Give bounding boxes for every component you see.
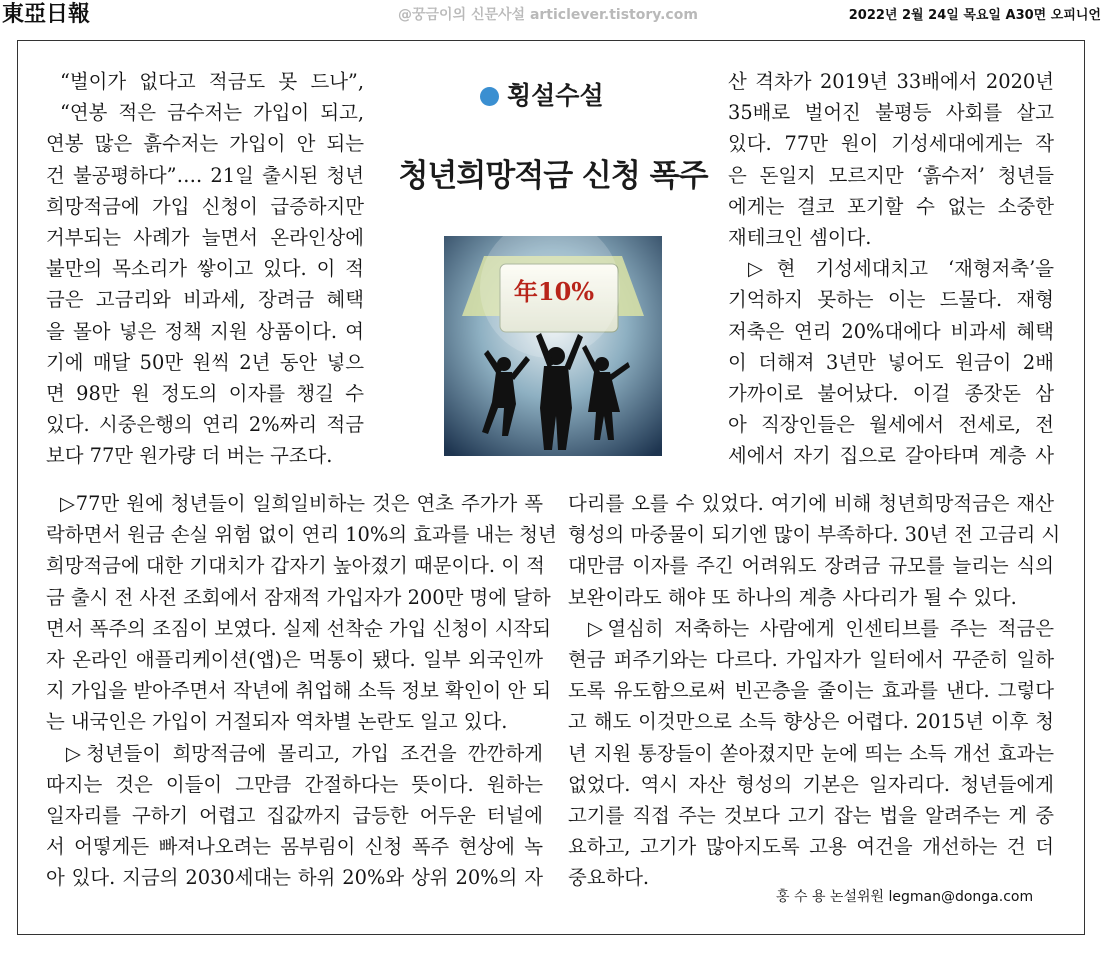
- text-line: 재테크인 셈이다.: [728, 226, 872, 250]
- watermark-text: @꿍금이의 신문사설 articlever.tistory.com: [398, 7, 698, 23]
- text-line: 년 지원 통장들이 쏟아졌지만 눈에 띄는 소득 개선 효과는: [568, 741, 1054, 765]
- text-line: 산 격차가 2019년 33배에서 2020년: [728, 70, 1054, 93]
- text-line: 은 돈일지 모르지만 ‘흙수저’ 청년들: [728, 163, 1054, 187]
- text-line: 따지는 것은 이들이 그만큼 간절하다는 뜻이다. 원하는: [46, 772, 543, 796]
- text-line: 보완이라도 해야 또 하나의 계층 사다리가 될 수 있다.: [568, 585, 1017, 609]
- text-line: 도록 유도함으로써 빈곤층을 줄이는 효과를 낸다. 그렇다: [568, 679, 1054, 703]
- text-line: 기에 매달 50만 원씩 2년 동안 넣으: [46, 350, 364, 374]
- text-line: ▷청년들이 희망적금에 몰리고, 가입 조건을 깐깐하게: [66, 741, 543, 765]
- text-line: 있다. 77만 원이 기성세대에게는 작: [728, 132, 1054, 156]
- text-line: 35배로 벌어진 불평등 사회를 살고: [728, 101, 1054, 125]
- text-line: 없었다. 역시 자산 형성의 기본은 일자리다. 청년들에게: [568, 772, 1054, 796]
- section-name: 횡설수설: [507, 81, 604, 110]
- text-line: ▷현 기성세대치고 ‘재형저축’을: [748, 257, 1054, 281]
- text-line: 고기를 직접 주는 것보다 고기 잡는 법을 알려주는 게 중: [568, 804, 1054, 828]
- text-line: 이 더해져 3년만 넣어도 원금이 2배: [728, 350, 1054, 374]
- text-line: 자 온라인 애플리케이션(앱)은 먹통이 됐다. 일부 외국인까: [46, 648, 543, 672]
- text-line: ▷열심히 저축하는 사람에게 인센티브를 주는 적금은: [588, 616, 1054, 640]
- text-line: 는 내국인은 가입이 거절되자 역차별 논란도 일고 있다.: [46, 710, 508, 734]
- rate-label: 年10%: [513, 277, 595, 306]
- text-line: 중요하다.: [568, 866, 650, 890]
- body-column-right-wide: [568, 488, 1061, 894]
- text-line: 요하고, 고기가 많아지도록 고용 여건을 개선하는 건 더: [568, 835, 1054, 859]
- text-line: 고 해도 이것만으로 소득 향상은 어렵다. 2015년 이후 청: [568, 710, 1054, 734]
- text-line: 보다 77만 원가량 더 버는 구조다.: [46, 444, 333, 468]
- text-line: 있다. 시중은행의 연리 2%짜리 적금: [46, 413, 364, 437]
- body-column-left: [46, 66, 364, 472]
- body-column-right: [728, 66, 1054, 472]
- text-line: 아 있다. 지금의 2030세대는 하위 20%와 상위 20%의 자: [46, 866, 543, 890]
- text-line: 대만큼 이자를 주긴 어려워도 장려금 규모를 늘리는 식의: [568, 554, 1054, 578]
- text-line: 기억하지 못하는 이는 드물다. 재형: [728, 288, 1054, 312]
- text-line: 에게는 결코 포기할 수 없는 소중한: [728, 194, 1054, 218]
- text-line: 일자리를 구하기 어렵고 집값까지 급등한 어두운 터널에: [46, 804, 543, 828]
- text-line: 지 가입을 받아주면서 작년에 취업해 소득 정보 확인이 안 되: [46, 679, 552, 703]
- text-line: 가까이로 불어났다. 이걸 종잣돈 삼: [728, 382, 1054, 406]
- text-line: “연봉 적은 금수저는 가입이 되고,: [60, 101, 364, 125]
- text-line: ▷77만 원에 청년들이 일희일비하는 것은 연초 주가가 폭: [60, 492, 543, 515]
- text-line: 희망적금에 가입 신청이 급증하지만: [46, 194, 364, 218]
- blue-dot-icon: [480, 87, 499, 106]
- section-label: [480, 76, 604, 112]
- text-line: 금은 고금리와 비과세, 장려금 혜택: [46, 288, 364, 312]
- headline: 청년희망적금 신청 폭주: [398, 158, 708, 194]
- text-line: 면서 폭주의 조짐이 보였다. 실제 선착순 가입 신청이 시작되: [46, 616, 552, 640]
- text-line: 현금 퍼주기와는 다르다. 가입자가 일터에서 꾸준히 일하: [568, 648, 1054, 672]
- text-line: 락하면서 원금 손실 위험 없이 연리 10%의 효과를 내는 청년: [46, 523, 557, 547]
- text-line: 세에서 자기 집으로 갈아타며 계층 사: [728, 444, 1054, 468]
- text-line: 희망적금에 대한 기대치가 갑자기 높아졌기 때문이다. 이 적: [46, 554, 545, 578]
- body-column-left-wide: [46, 488, 557, 894]
- text-line: 거부되는 사례가 늘면서 온라인상에: [46, 226, 364, 250]
- text-line: 금 출시 전 사전 조회에서 잠재적 가입자가 200만 명에 달하: [46, 585, 551, 609]
- text-line: 서 어떻게든 빠져나오려는 몸부림이 신청 폭주 현상에 녹: [46, 835, 543, 859]
- dateline: 2022년 2월 24일 목요일 A30면 오피니언: [848, 8, 1101, 23]
- text-line: “벌이가 없다고 적금도 못 드나”,: [60, 70, 364, 93]
- text-line: 면 98만 원 정도의 이자를 챙길 수: [46, 382, 364, 406]
- text-line: 불만의 목소리가 쌓이고 있다. 이 적: [46, 257, 364, 281]
- masthead: [0, 0, 1105, 27]
- text-line: 건 불공평하다”…. 21일 출시된 청년: [46, 163, 364, 187]
- article-illustration: [444, 236, 662, 456]
- text-line: 을 몰아 넣은 정책 지원 상품이다. 여: [46, 319, 364, 343]
- text-line: 다리를 오를 수 있었다. 여기에 비해 청년희망적금은 재산: [568, 492, 1054, 515]
- text-line: 형성의 마중물이 되기엔 많이 부족하다. 30년 전 고금리 시: [568, 523, 1061, 547]
- text-line: 연봉 많은 흙수저는 가입이 안 되는: [46, 132, 364, 156]
- text-line: 저축은 연리 20%대에다 비과세 혜택: [728, 319, 1054, 343]
- newspaper-logo: 東亞日報: [2, 1, 91, 27]
- byline: 홍 수 용 논설위원 legman@donga.com: [776, 889, 1034, 905]
- text-line: 아 직장인들은 월세에서 전세로, 전: [728, 413, 1054, 437]
